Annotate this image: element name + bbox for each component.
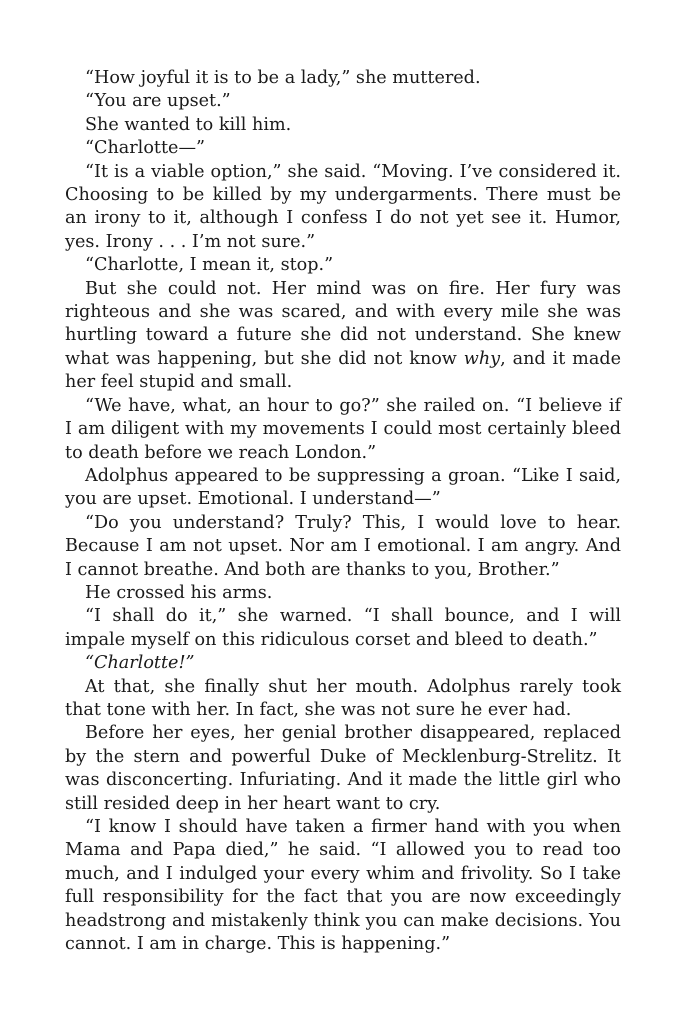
paragraph: “It is a viable option,” she said. “Moving. I’ve considered it. Choosing to be killed by my undergarments. There must be an irony to it, although I confess I do not yet see it. Humor, yes. Irony . . . I’m not sure.” bbox=[65, 161, 621, 252]
paragraph: “Charlotte, I mean it, stop.” bbox=[85, 255, 334, 276]
paragraph: “I shall do it,” she warned. “I shall bounce, and I will impale myself on this ridiculous corset and bleed to death.” bbox=[65, 606, 621, 650]
book-page bbox=[65, 67, 621, 956]
paragraph: “You are upset.” bbox=[85, 91, 231, 112]
paragraph: Adolphus appeared to be suppressing a groan. “Like I said, you are upset. Emotional. I understand—” bbox=[65, 465, 621, 510]
paragraph bbox=[65, 652, 621, 675]
paragraph: “How joyful it is to be a lady,” she muttered. bbox=[85, 68, 481, 88]
paragraph-text: But she could not. Her mind was on fire. Her fury was righteous and she was scared, and with every mile she was hurtling toward a future she did not understand. She knew what was happening, but she did not know bbox=[65, 278, 621, 369]
paragraph: At that, she finally shut her mouth. Adolphus rarely took that tone with her. In fact, she was not sure he ever had. bbox=[65, 676, 621, 720]
paragraph: “Do you understand? Truly? This, I would love to hear. Because I am not upset. Nor am I emotional. I am angry. And I cannot breathe. And both are thanks to you, Brother.” bbox=[65, 512, 621, 580]
paragraph: “Charlotte—” bbox=[85, 138, 206, 159]
paragraph: “We have, what, an hour to go?” she railed on. “I believe if I am diligent with my movements I could most certainly bleed to death before we reach London.” bbox=[65, 395, 621, 463]
paragraph: He crossed his arms. bbox=[85, 582, 273, 603]
paragraph: She wanted to kill him. bbox=[85, 114, 292, 135]
paragraph-text: , and it made her feel stupid and small. bbox=[65, 348, 621, 393]
paragraph: “I know I should have taken a firmer hand with you when Mama and Papa died,” he said. “I allowed you to read too much, and I indulged your every whim and frivolity. So I take full responsibility for the fact that you are now exceedingly headstrong and mistakenly think you can make decisions. You cannot. I am in charge. This is happening.” bbox=[65, 817, 621, 955]
emphasis-text: “Charlotte!” bbox=[85, 653, 195, 674]
emphasis-text: why bbox=[463, 348, 501, 369]
paragraph: Before her eyes, her genial brother disappeared, replaced by the stern and powerful Duke of Mecklenburg-Strelitz. It was disconcerting. Infuriating. And it made the little girl who still resided deep in her heart want to cry. bbox=[65, 723, 621, 814]
paragraph bbox=[65, 278, 621, 395]
